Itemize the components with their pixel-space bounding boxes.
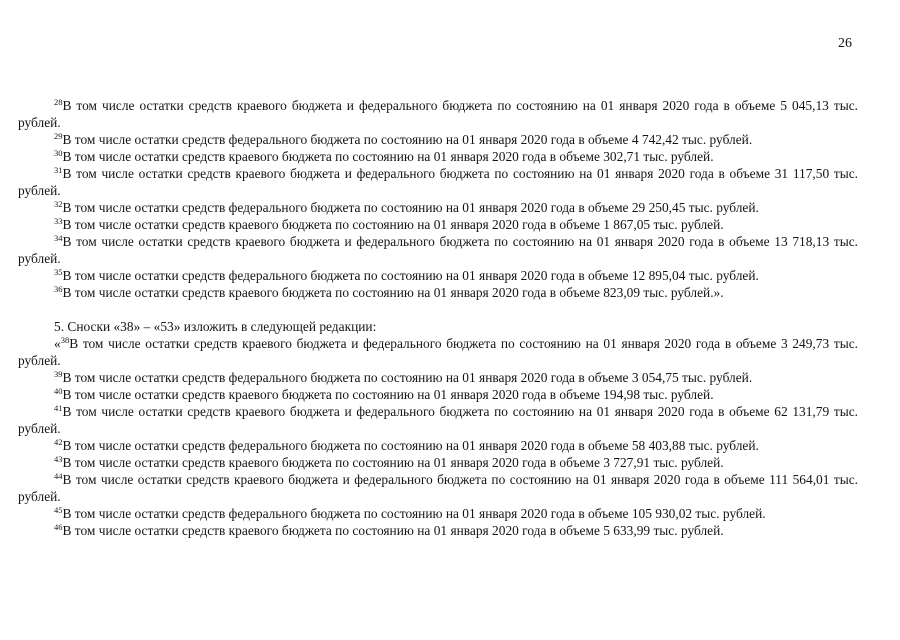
footnote xyxy=(18,454,858,471)
footnote xyxy=(18,505,858,522)
footnote-number: 28 xyxy=(54,97,63,107)
footnote-text: В том числе остатки средств краевого бюджета и федерального бюджета по состоянию на 01 января 2020 года в объеме 13 718,13 тыс. рублей. xyxy=(18,234,858,266)
footnote-text: В том числе остатки средств краевого бюджета по состоянию на 01 января 2020 года в объеме 5 633,99 тыс. рублей. xyxy=(62,523,724,538)
footnote-number: 42 xyxy=(54,437,63,447)
footnote-text: В том числе остатки средств краевого бюджета и федерального бюджета по состоянию на 01 января 2020 года в объеме 62 131,79 тыс. рублей. xyxy=(18,404,858,436)
footnote xyxy=(18,386,858,403)
footnote-text: В том числе остатки средств федерального бюджета по состоянию на 01 января 2020 года в объеме 105 930,02 тыс. рублей. xyxy=(62,506,766,521)
footnote xyxy=(18,284,858,301)
footnote-number: 30 xyxy=(54,148,63,158)
footnote xyxy=(18,233,858,267)
footnote-text: В том числе остатки средств краевого бюджета по состоянию на 01 января 2020 года в объеме 823,09 тыс. рублей.». xyxy=(62,285,724,300)
footnote xyxy=(18,335,858,369)
footnote-text: В том числе остатки средств федерального бюджета по состоянию на 01 января 2020 года в объеме 29 250,45 тыс. рублей. xyxy=(62,200,759,215)
footnote xyxy=(18,437,858,454)
footnote-number: 34 xyxy=(54,233,63,243)
footnote-number: 38 xyxy=(60,335,70,345)
footnote-number: 41 xyxy=(54,403,63,413)
footnote-number: 35 xyxy=(54,267,63,277)
footnote-number: 40 xyxy=(54,386,63,396)
footnote-number: 39 xyxy=(54,369,63,379)
footnote-number: 36 xyxy=(54,284,63,294)
page-number: 26 xyxy=(838,36,852,51)
footnote-number: 45 xyxy=(54,505,63,515)
footnote-text: В том числе остатки средств краевого бюджета и федерального бюджета по состоянию на 01 января 2020 года в объеме 5 045,13 тыс. рублей. xyxy=(18,98,858,130)
footnote xyxy=(18,471,858,505)
footnotes-list-after xyxy=(18,335,858,539)
footnote-text: В том числе остатки средств федерального бюджета по состоянию на 01 января 2020 года в объеме 4 742,42 тыс. рублей. xyxy=(62,132,753,147)
footnote-text: В том числе остатки средств краевого бюджета и федерального бюджета по состоянию на 01 января 2020 года в объеме 111 564,01 тыс. рублей. xyxy=(18,472,858,504)
footnote-text: В том числе остатки средств краевого бюджета по состоянию на 01 января 2020 года в объеме 194,98 тыс. рублей. xyxy=(62,387,714,402)
footnote xyxy=(18,267,858,284)
footnote-text: В том числе остатки средств федерального бюджета по состоянию на 01 января 2020 года в объеме 3 054,75 тыс. рублей. xyxy=(62,370,753,385)
footnote-number: 43 xyxy=(54,454,63,464)
footnote-text: В том числе остатки средств краевого бюджета и федерального бюджета по состоянию на 01 января 2020 года в объеме 3 249,73 тыс. рублей. xyxy=(18,336,858,368)
footnote-number: 46 xyxy=(54,522,63,532)
footnote-open-quote: « xyxy=(54,336,61,351)
footnote xyxy=(18,97,858,131)
section-heading: 5. Сноски «38» – «53» изложить в следующей редакции: xyxy=(54,319,377,334)
footnote-number: 33 xyxy=(54,216,63,226)
footnote-number: 31 xyxy=(54,165,63,175)
footnote xyxy=(18,148,858,165)
footnotes-list-before xyxy=(18,97,858,301)
footnote-number: 44 xyxy=(54,471,63,481)
footnote-text: В том числе остатки средств федерального бюджета по состоянию на 01 января 2020 года в объеме 58 403,88 тыс. рублей. xyxy=(62,438,759,453)
document-body xyxy=(18,97,858,539)
footnote-text: В том числе остатки средств краевого бюджета по состоянию на 01 января 2020 года в объеме 1 867,05 тыс. рублей. xyxy=(62,217,724,232)
footnote xyxy=(18,199,858,216)
footnote xyxy=(18,403,858,437)
footnote-number: 29 xyxy=(54,131,63,141)
footnote-text: В том числе остатки средств краевого бюджета по состоянию на 01 января 2020 года в объеме 3 727,91 тыс. рублей. xyxy=(62,455,724,470)
footnote xyxy=(18,216,858,233)
footnote xyxy=(18,131,858,148)
footnote xyxy=(18,522,858,539)
paragraph-gap xyxy=(18,301,858,318)
footnote-number: 32 xyxy=(54,199,63,209)
footnote-text: В том числе остатки средств федерального бюджета по состоянию на 01 января 2020 года в объеме 12 895,04 тыс. рублей. xyxy=(62,268,759,283)
footnote-text: В том числе остатки средств краевого бюджета по состоянию на 01 января 2020 года в объеме 302,71 тыс. рублей. xyxy=(62,149,714,164)
footnote xyxy=(18,369,858,386)
footnote-text: В том числе остатки средств краевого бюджета и федерального бюджета по состоянию на 01 января 2020 года в объеме 31 117,50 тыс. рублей. xyxy=(18,166,858,198)
footnote xyxy=(18,165,858,199)
